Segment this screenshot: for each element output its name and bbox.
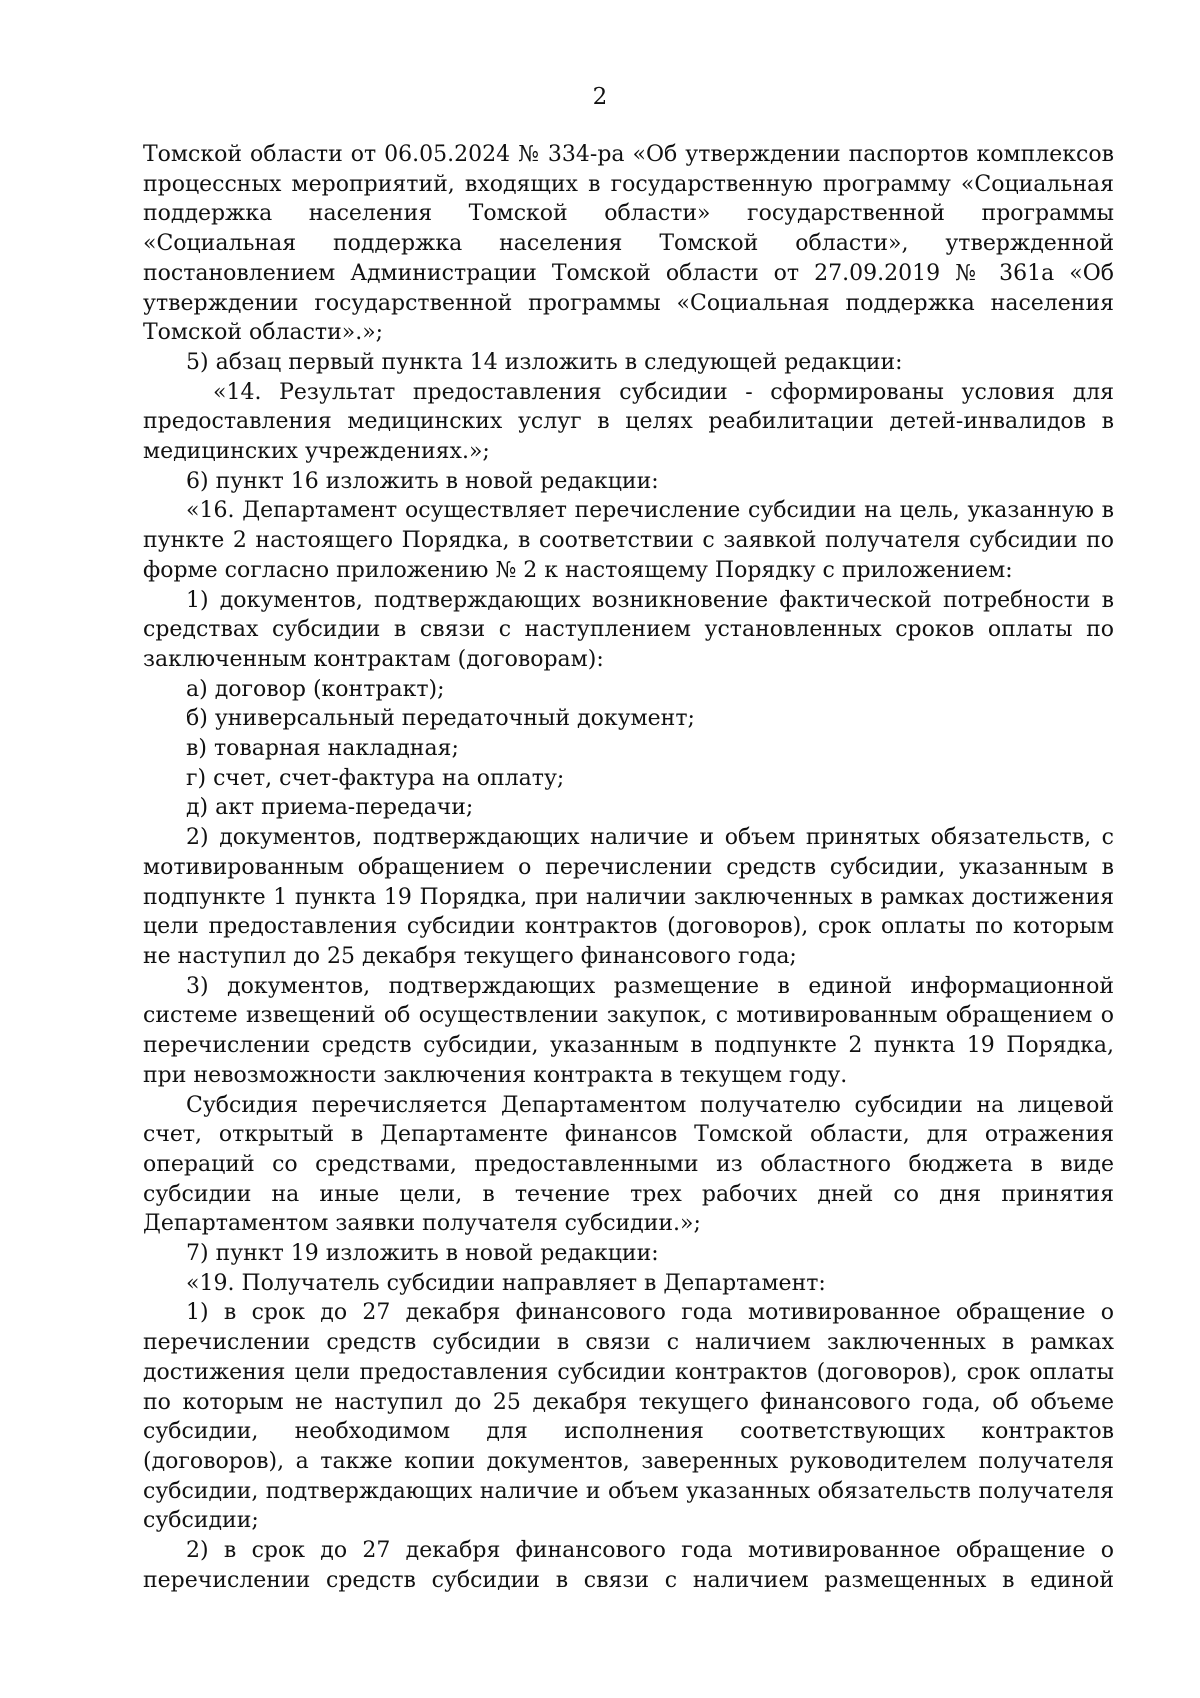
list-item-a: а) договор (контракт); — [186, 676, 445, 702]
paragraph-point-19-subpoint-2: 2) в срок до 27 декабря финансового года мотивированное обращение о перечислении средств субсидии в связи с наличием размещенных в единой — [143, 1538, 1114, 1593]
list-item-b: б) универсальный передаточный документ; — [186, 706, 695, 732]
list-item-d: д) акт приема-передачи; — [186, 795, 474, 821]
page-number: 2 — [592, 84, 608, 110]
list-item-g: г) счет, счет-фактура на оплату; — [186, 765, 565, 791]
paragraph-subpoint-1: 1) документов, подтверждающих возникновение фактической потребности в средствах субсидии в связи с наступлением установленных сроков оплаты по заключенным контрактам (договорам): — [143, 587, 1114, 672]
paragraph-point-19: «19. Получатель субсидии направляет в Департамент: — [186, 1270, 826, 1296]
paragraph-subpoint-3: 3) документов, подтверждающих размещение в единой информационной системе извещений об осуществлении закупок, с мотивированным обращением о перечислении средств субсидии, указанным в подпункте 2 пункта 19 Порядка, при невозможности заключения контракта в текущем году. — [143, 973, 1114, 1088]
paragraph-subpoint-2: 2) документов, подтверждающих наличие и объем принятых обязательств, с мотивированным обращением о перечислении средств субсидии, указанным в подпункте 1 пункта 19 Порядка, при наличии заключенных в рамках достижения цели предоставления субсидии контрактов (договоров), срок оплаты по которым не наступил до 25 декабря текущего финансового года; — [143, 825, 1114, 969]
list-item-v: в) товарная накладная; — [186, 736, 459, 762]
paragraph-amendment-5: 5) абзац первый пункта 14 изложить в следующей редакции: — [186, 349, 903, 375]
paragraph-point-19-subpoint-1: 1) в срок до 27 декабря финансового года мотивированное обращение о перечислении средств субсидии в связи с наличием заключенных в рамках достижения цели предоставления субсидии контрактов (договоров), срок оплаты по которым не наступил до 25 декабря текущего финансового года, об объеме субсидии, необходимом для исполнения соответствующих контрактов (договоров), а также копии документов, заверенных руководителем получателя субсидии, подтверждающих наличие и объем указанных обязательств получателя субсидии; — [143, 1300, 1114, 1534]
paragraph-amendment-6: 6) пункт 16 изложить в новой редакции: — [186, 468, 659, 494]
document-body — [143, 140, 1114, 1595]
paragraph-subsidy-transfer: Субсидия перечисляется Департаментом получателю субсидии на лицевой счет, открытый в Департаменте финансов Томской области, для отражения операций со средствами, предоставленными из областного бюджета в виде субсидии на иные цели, в течение трех рабочих дней со дня принятия Департаментом заявки получателя субсидии.»; — [143, 1092, 1114, 1237]
paragraph-continuation: Томской области от 06.05.2024 № 334-ра «Об утверждении паспортов комплексов процессных мероприятий, входящих в государственную программу «Социальная поддержка населения Томской области» государственной программы «Социальная поддержка населения Томской области», утвержденной постановлением Администрации Томской области от 27.09.2019 № 361а «Об утверждении государственной программы «Социальная поддержка населения Томской области».»; — [143, 142, 1114, 346]
paragraph-amendment-7: 7) пункт 19 изложить в новой редакции: — [186, 1241, 659, 1267]
paragraph-point-14: «14. Результат предоставления субсидии - сформированы условия для предоставления медицинских услуг в целях реабилитации детей-инвалидов в медицинских учреждениях.»; — [143, 379, 1114, 465]
paragraph-point-16: «16. Департамент осуществляет перечисление субсидии на цель, указанную в пункте 2 настоящего Порядка, в соответствии с заявкой получателя субсидии по форме согласно приложению № 2 к настоящему Порядку с приложением: — [143, 498, 1114, 583]
